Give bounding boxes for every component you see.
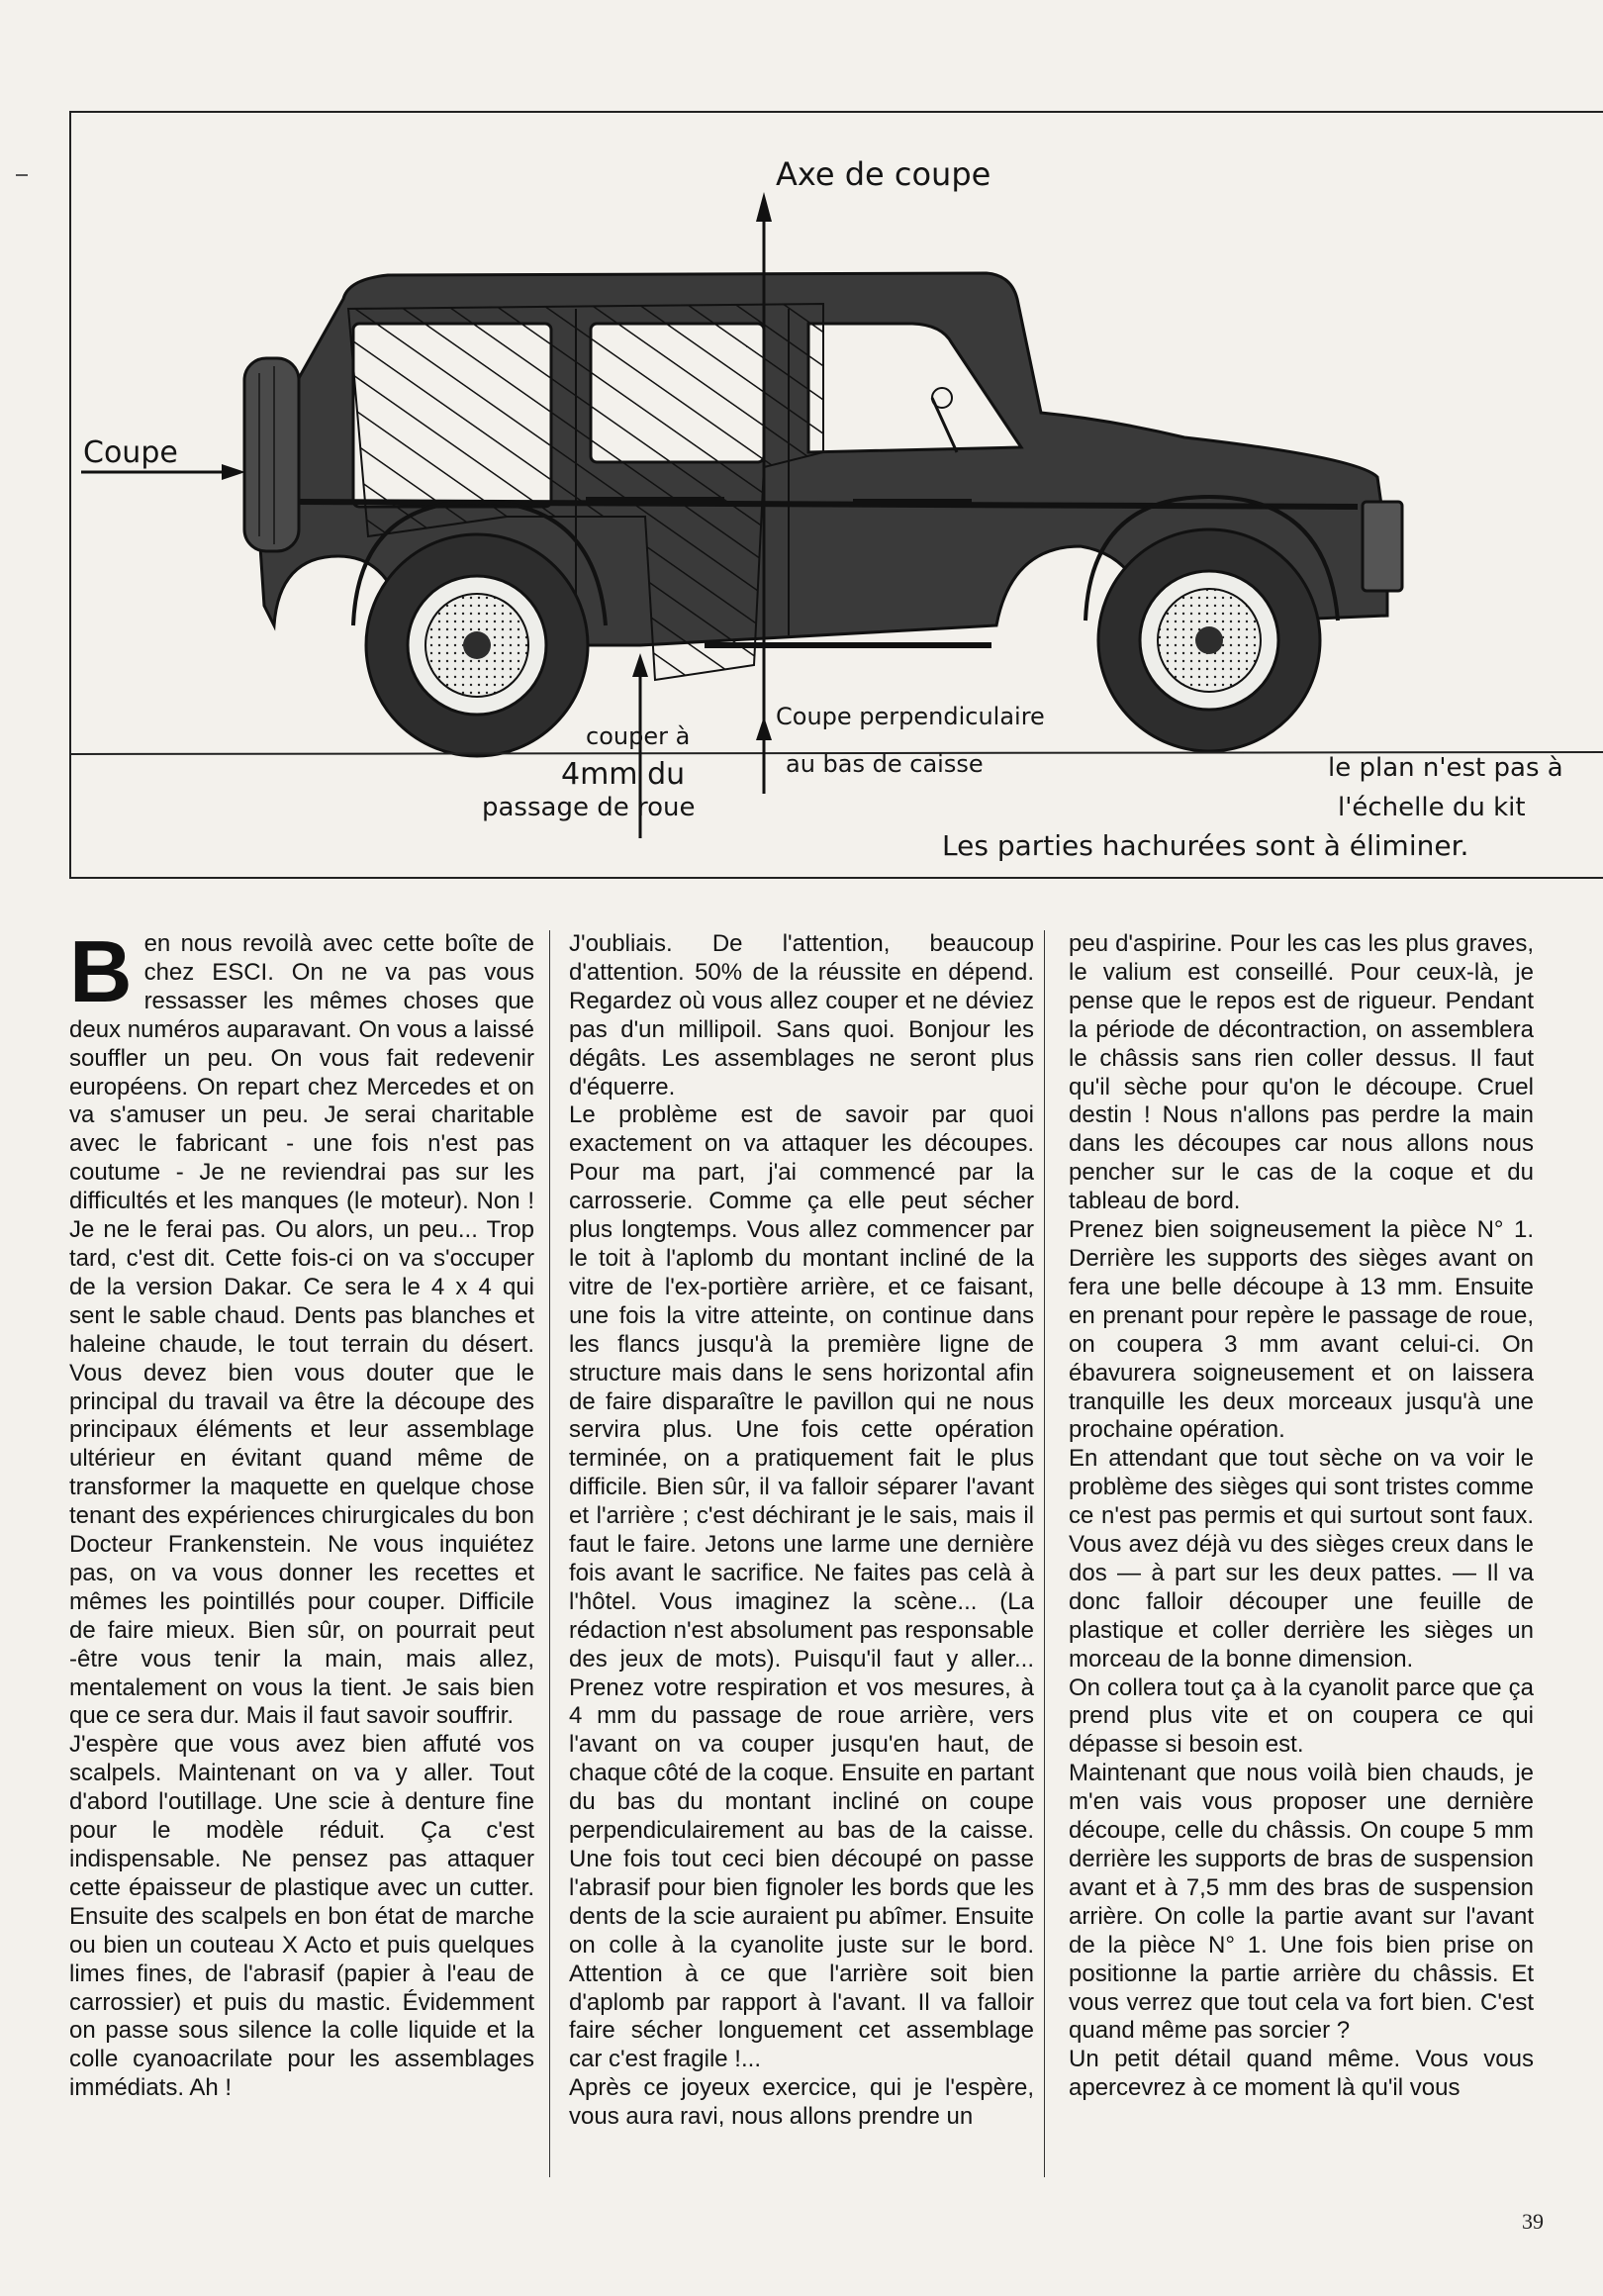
article-paragraph: peu d'aspirine. Pour les cas les plus graves, le valium est conseillé. Pour ceux-là, je pense que le repos est de rigueur. Pendant la période de décontraction, on assemblera le châssis sans rien coller dessus. Il faut qu'il sèche pour qu'on le découpe. Cruel destin ! Nous n'allons pas perdre la main dans les découpes car nous allons nous pencher sur le cas de la coque et du tableau de bord. <box>1069 930 1534 1215</box>
article-paragraph: J'oubliais. De l'attention, beaucoup d'attention. 50% de la réussite en dépend. Regardez où vous allez couper et ne déviez pas d'un millipoil. Sans quoi. Bonjour les dégâts. Les assemblages ne seront plus d'équerre. <box>569 930 1034 1100</box>
spare-wheel <box>244 358 299 551</box>
article-paragraph: Après ce joyeux exercice, qui je l'espère, vous aura ravi, nous allons prendre un <box>569 2074 1034 2131</box>
article-paragraph: Ben nous revoilà avec cette boîte de chez ESCI. On ne va pas vous ressasser les mêmes choses que deux numéros auparavant. On vous a laissé souffler un peu. On vous fait redevenir européens. On repart chez Mercedes et on va s'amuser un peu. Je serai charitable avec le fabricant - une fois n'est pas coutume - Je ne reviendrai pas sur les difficultés et les manques (le moteur). Non ! Je ne le ferai pas. Ou alors, un peu... Trop tard, c'est dit. Cette fois-ci on va s'occuper de la version Dakar. Ce sera le 4 x 4 qui sent le sable chaud. Dents pas blanches et haleine chaude, le tout terrain du désert. Vous devez bien vous douter que le principal du travail va être la découpe des principaux éléments et leur assemblage ultérieur en évitant quand même de transformer la maquette en quelque chose tenant des expériences chirurgicales du bon Docteur Frankenstein. Ne vous inquiétez pas, on va vous donner les recettes et mêmes les pointillés pour couper. Difficile de faire mieux. Bien sûr, on pourrait peut -être vous tenir la main, mais allez, mentalement on vous la tient. Je sais bien que ce sera dur. Mais il faut savoir souffrir. <box>69 922 534 1730</box>
coupe-perpendiculaire-arrow <box>756 717 772 740</box>
article-paragraph: Prenez bien soigneusement la pièce N° 1. Derrière les supports des sièges avant on fera une belle découpe à 13 mm. Ensuite en prenant pour repère le passage de roue, on coupera 3 mm avant celui-ci. On ébavurera soigneusement et on laissera tranquille les deux morceaux jusqu'à une prochaine opération. <box>1069 1216 1534 1444</box>
article-column-1 <box>69 922 534 2177</box>
article-body <box>69 922 1534 2177</box>
article-column-3 <box>1069 930 1534 2177</box>
article-paragraph: Maintenant que nous voilà bien chauds, je m'en vais vous proposer une dernière découpe, celle du châssis. On coupe 5 mm derrière les supports de bras de suspension avant et à 7,5 mm des bras de suspension arrière. On colle la partie avant sur l'avant de la pièce N° 1. Une fois bien prise on positionne la partie arrière du châssis. Et vous verrez que tout cela va fort bien. C'est quand même pas sorcier ? <box>1069 1760 1534 2045</box>
rear-wheel <box>366 534 588 756</box>
article-paragraph: Le problème est de savoir par quoi exactement on va attaquer les découpes. Pour ma part, j'ai commencé par la carrosserie. Comme ça elle peut sécher plus longtemps. Vous allez commencer par le toit à l'aplomb du montant incliné de la vitre de l'ex-portière arrière, et ce faisant, une fois la vitre atteinte, on continue dans les flancs jusqu'à la première ligne de structure mais dans le sens horizontal afin de faire disparaître le pavillon qui ne nous servira plus. Une fois cette opération terminée, on a pratiquement fait le plus difficile. Bien sûr, il va falloir séparer l'avant et l'arrière ; c'est déchirant je le sais, mais il faut le faire. Jetons une larme une dernière fois avant le sacrifice. Ne faites pas celà à l'hôtel. Vous imaginez la scène... (La rédaction n'est absolument pas responsable des jeux de mots). Puisqu'il faut y aller... Prenez votre respiration et vos mesures, à 4 mm du passage de roue arrière, vers l'avant on va couper jusqu'en haut, de chaque côté de la coque. Ensuite en partant du bas du montant incliné on coupe perpendiculairement au bas de la caisse. Une fois tout ceci bien découpé on passe l'abrasif pour bien fignoler les bords que les dents de la scie auraient pu abîmer. Ensuite on colle à la cyanolite juste sur le bord. Attention à ce que l'arrière soit bien d'aplomb par rapport à l'avant. Il va falloir faire sécher longuement cet assemblage car c'est fragile !... <box>569 1101 1034 2073</box>
vehicle-cutaway-drawing <box>71 111 1603 879</box>
article-paragraph: On collera tout ça à la cyanolit parce que ça prend plus vite et on coupera ce qui dépasse si besoin est. <box>1069 1674 1534 1759</box>
article-paragraph: J'espère que vous avez bien affuté vos scalpels. Maintenant on va y aller. Tout d'abord l'outillage. Une scie à denture fine pour le modèle réduit. Ça c'est indispensable. Ne pensez pas attaquer cette épaisseur de plastique avec un cutter. Ensuite des scalpels en bon état de marche ou bien un couteau X Acto et puis quelques limes fines, de l'abrasif (papier à l'eau de carrossier) et puis du mastic. Évidemment on passe sous silence la colle liquide et la colle cyanoacrilate pour les assemblages immédiats. Ah ! <box>69 1731 534 2102</box>
label-4mm-du: 4mm du <box>561 757 686 792</box>
article-paragraph: En attendant que tout sèche on va voir le problème des sièges qui sont tristes comme ce n'est pas permis et qui surtout sont faux. Vous avez déjà vu des sièges creux dans le dos — à part sur les deux pattes. — Il va donc falloir découper une feuille de plastique et coller derrière les sièges un morceau de la bonne dimension. <box>1069 1445 1534 1673</box>
label-plan-line1: le plan n'est pas à <box>1328 753 1563 783</box>
front-wheel <box>1098 529 1320 751</box>
label-au-bas-de-caisse: au bas de caisse <box>786 750 984 778</box>
label-plan-line2: l'échelle du kit <box>1338 793 1526 822</box>
technical-drawing <box>69 111 1603 879</box>
label-hachurees: Les parties hachurées sont à éliminer. <box>942 829 1469 862</box>
label-coupe-perpendiculaire: Coupe perpendiculaire <box>776 703 1045 730</box>
label-coupe: Coupe <box>83 435 178 470</box>
page-number: 39 <box>1522 2209 1544 2234</box>
drop-cap: B <box>69 922 133 1020</box>
margin-mark <box>16 174 28 176</box>
label-passage-de-roue: passage de roue <box>482 793 696 822</box>
label-axe-de-coupe: Axe de coupe <box>776 155 991 193</box>
article-column-2 <box>569 930 1034 2177</box>
article-paragraph: Un petit détail quand même. Vous vous apercevrez à ce moment là qu'il vous <box>1069 2046 1534 2102</box>
label-couper-a: couper à <box>586 722 691 750</box>
